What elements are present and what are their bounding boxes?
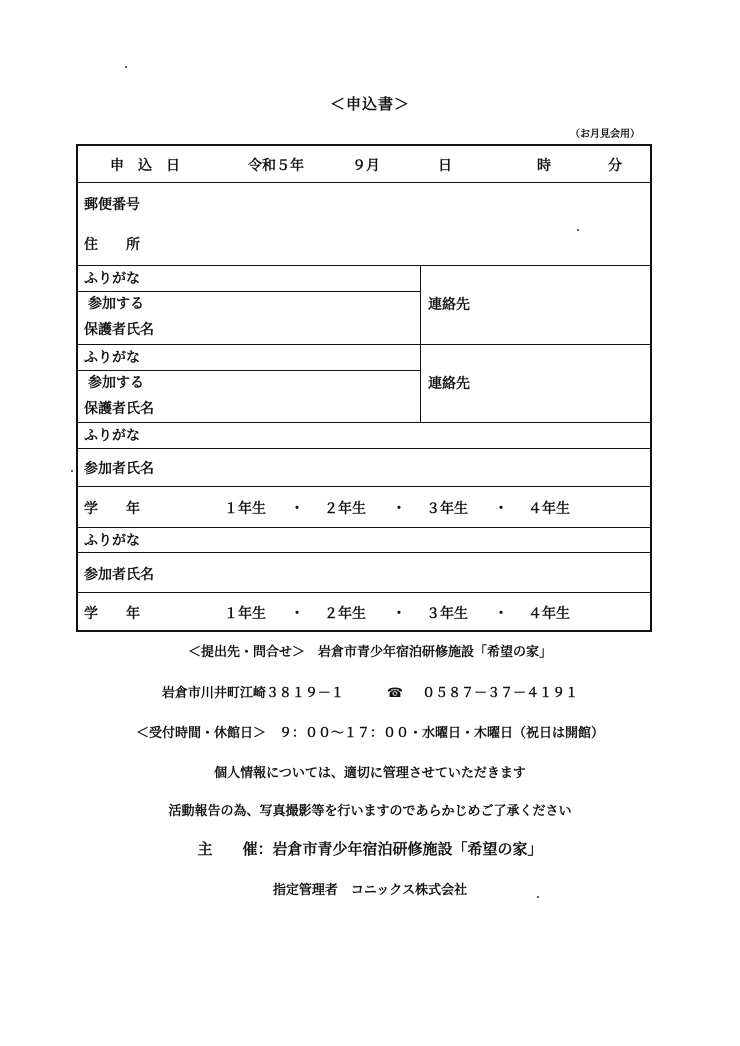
- participant-2-grade-label: 学 年: [84, 606, 140, 622]
- participant-1-furigana-label: ふりがな: [84, 428, 140, 444]
- participant-2-grade-option: ４年生: [528, 606, 570, 622]
- postal-code-label: 郵便番号: [84, 197, 140, 213]
- guardian-1-furigana-label: ふりがな: [84, 271, 140, 287]
- grade-separator: ・: [290, 501, 304, 517]
- address-label: 住 所: [84, 237, 140, 253]
- contact-line: [0, 682, 740, 701]
- participant-1-grade-option: ３年生: [426, 501, 468, 517]
- grade-separator: ・: [392, 501, 406, 517]
- usage-note: （お月見会用）: [570, 129, 640, 140]
- grade-separator: ・: [290, 606, 304, 622]
- contact-column-divider: [420, 265, 421, 422]
- era-year: 令和５年: [248, 158, 304, 174]
- participant-2-grade-option: ３年生: [426, 606, 468, 622]
- row-divider: [78, 265, 652, 266]
- row-divider: [78, 592, 652, 593]
- row-divider: [78, 486, 652, 487]
- scan-speck: [71, 470, 73, 472]
- grade-separator: ・: [392, 606, 406, 622]
- guardian-2-name-label-2: 保護者氏名: [84, 401, 154, 417]
- photo-notice: 活動報告の為、写真撮影等を行いますのであらかじめご了承ください: [168, 804, 572, 819]
- row-divider: [78, 448, 652, 449]
- day-field-label: 日: [438, 158, 452, 174]
- guardian-1-name-label: 参加する: [88, 296, 144, 312]
- row-divider: [78, 291, 420, 292]
- grade-separator: ・: [494, 606, 508, 622]
- grade-separator: ・: [494, 501, 508, 517]
- scan-speck: [125, 66, 127, 68]
- privacy-notice: 個人情報については、適切に管理させていただきます: [214, 766, 526, 781]
- participant-2-name-label: 参加者氏名: [84, 567, 154, 583]
- participant-2-grade-option: ２年生: [324, 606, 366, 622]
- submission-info: ＜提出先・問合せ＞ 岩倉市青少年宿泊研修施設「希望の家」: [187, 645, 552, 660]
- row-divider: [78, 182, 652, 183]
- guardian-1-contact-label: 連絡先: [428, 297, 470, 313]
- phone-icon: ☎: [386, 686, 404, 701]
- month-value: ９月: [352, 158, 380, 174]
- row-divider: [78, 527, 652, 528]
- row-divider: [78, 344, 652, 345]
- phone-number: ０５８７－３７－４１９１: [422, 686, 579, 701]
- application-date-label: 申 込 日: [110, 158, 180, 174]
- row-divider: [78, 552, 652, 553]
- scan-speck: [577, 229, 579, 231]
- application-form: [76, 144, 652, 632]
- row-divider: [78, 422, 652, 423]
- reception-hours: ＜受付時間・休館日＞ ９：００～１７：００・水曜日・木曜日（祝日は開館）: [135, 726, 604, 741]
- scan-speck: [537, 896, 539, 898]
- participant-1-grade-option: １年生: [224, 501, 266, 517]
- guardian-2-contact-label: 連絡先: [428, 376, 470, 392]
- minute-field-label: 分: [608, 158, 622, 174]
- hour-field-label: 時: [537, 158, 551, 174]
- designated-manager: 指定管理者 コニックス株式会社: [272, 883, 468, 898]
- page-title: ＜申込書＞: [329, 95, 410, 113]
- participant-1-grade-option: ２年生: [324, 501, 366, 517]
- organizer: 主 催：岩倉市青少年宿泊研修施設「希望の家」: [197, 840, 543, 858]
- participant-1-name-label: 参加者氏名: [84, 461, 154, 477]
- guardian-2-name-label: 参加する: [88, 375, 144, 391]
- participant-1-grade-option: ４年生: [528, 501, 570, 517]
- row-divider: [78, 370, 420, 371]
- participant-1-grade-label: 学 年: [84, 501, 140, 517]
- facility-address: 岩倉市川井町江崎３８１９－１: [161, 686, 344, 701]
- participant-2-grade-option: １年生: [224, 606, 266, 622]
- guardian-2-furigana-label: ふりがな: [84, 350, 140, 366]
- guardian-1-name-label-2: 保護者氏名: [84, 322, 154, 338]
- participant-2-furigana-label: ふりがな: [84, 533, 140, 549]
